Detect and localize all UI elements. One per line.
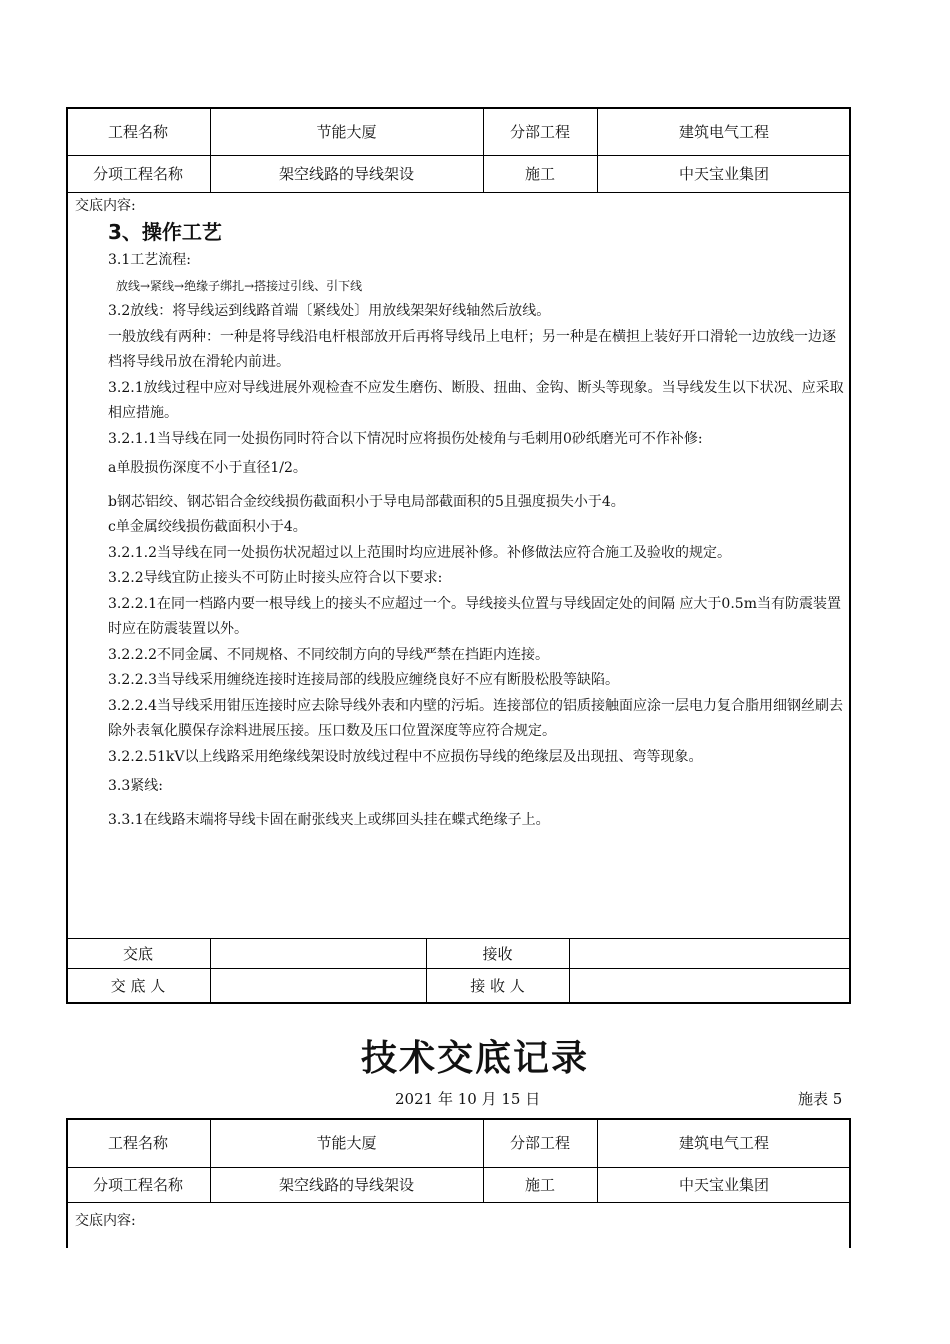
content-line: 3.2放线：将导线运到线路首端〔紧线处〕用放线架架好线轴然后放线。 bbox=[108, 303, 551, 319]
content-line: 3.2.2导线宜防止接头不可防止时接头应符合以下要求: bbox=[108, 570, 443, 586]
content-line: 3.2.1.2当导线在同一处损伤状况超过以上范围时均应进展补修。补修做法应符合施工及验收的规定。 bbox=[108, 544, 731, 561]
subitem-label: 分项工程名称 bbox=[92, 1176, 183, 1194]
project-name-label: 工程名称 bbox=[107, 1134, 168, 1152]
division-value: 建筑电气工程 bbox=[678, 1134, 769, 1152]
content-line: 3.2.2.4当导线采用钳压连接时应去除导线外表和内壁的污垢。连接部位的铝质接触面应涂一层电力复合脂用细钢丝刷去除外表氧化膜保存涂料进展压接。压口数及压口位置深度等应符合规定。 bbox=[108, 697, 843, 739]
content-line: 一般放线有两种：一种是将导线沿电杆根部放开后再将导线吊上电杆；另一种是在横担上装好开口滑轮一边放线一边逐档将导线吊放在滑轮内前进。 bbox=[108, 328, 836, 370]
project-name-value: 节能大厦 bbox=[316, 1134, 377, 1152]
content-line: 3.2.2.51kV以上线路采用绝缘线架设时放线过程中不应损伤导线的绝缘层及出现扭、弯等现象。 bbox=[108, 748, 703, 765]
content-line: 3.2.2.2不同金属、不同规格、不同绞制方向的导线严禁在挡距内连接。 bbox=[108, 646, 549, 663]
content-line: 3.2.1放线过程中应对导线进展外观检查不应发生磨伤、断股、扭曲、金钩、断头等现象。当导线发生以下状况、应采取相应措施。 bbox=[108, 379, 844, 421]
construction-label: 施工 bbox=[524, 1176, 555, 1194]
content-label: 交底内容: bbox=[75, 198, 136, 214]
receiver-value bbox=[569, 968, 851, 1002]
content-line: c单金属绞线损伤截面积小于4。 bbox=[108, 519, 307, 535]
content-line: a单股损伤深度不小于直径1/2。 bbox=[108, 460, 307, 476]
subitem-value: 架空线路的导线架设 bbox=[278, 1176, 414, 1194]
division-label: 分部工程 bbox=[509, 122, 570, 141]
content-line: b钢芯铝绞、钢芯铝合金绞线损伤截面积小于导电局部截面积的5且强度损失小于4。 bbox=[108, 493, 625, 510]
construction-label: 施工 bbox=[524, 165, 555, 183]
content-body bbox=[108, 248, 845, 833]
table1-row-divider bbox=[66, 192, 851, 193]
content-line: 3.2.2.1在同一档路内要一根导线上的接头不应超过一个。导线接头位置与导线固定处的间隔 应大于0.5m当有防震装置时应在防震装置以外。 bbox=[108, 595, 841, 637]
content-line: 3.2.2.3当导线采用缠绕连接时连接局部的线股应缠绕良好不应有断股松股等缺陷。 bbox=[108, 672, 619, 688]
record-date: 2021 年 10 月 15 日 bbox=[395, 1090, 541, 1108]
record-title: 技术交底记录 bbox=[360, 1038, 589, 1079]
content-line: 3.3紧线: bbox=[108, 778, 163, 794]
handover-person-label: 交 底 人 bbox=[110, 976, 166, 995]
handover-person-value bbox=[210, 968, 426, 1002]
subitem-value: 架空线路的导线架设 bbox=[278, 165, 414, 183]
receive-value bbox=[569, 938, 851, 968]
receive-label: 接收 bbox=[482, 944, 513, 963]
project-name-label: 工程名称 bbox=[107, 122, 168, 141]
handover-label: 交底 bbox=[122, 944, 153, 963]
content-label: 交底内容: bbox=[75, 1213, 136, 1229]
handover-value bbox=[210, 938, 426, 968]
content-line: 3.2.1.1当导线在同一处损伤同时符合以下情况时应将损伤处棱角与毛刺用0砂纸磨光可不作补修: bbox=[108, 430, 703, 447]
content-line: 3.1工艺流程: bbox=[108, 252, 191, 268]
table2-row-divider bbox=[66, 1202, 851, 1203]
subitem-label: 分项工程名称 bbox=[92, 165, 183, 183]
content-line: 3.3.1在线路末端将导线卡固在耐张线夹上或绑回头挂在蝶式绝缘子上。 bbox=[108, 811, 550, 828]
division-label: 分部工程 bbox=[509, 1134, 570, 1152]
content-line: 放线→紧线→绝缘子绑扎→搭接过引线、引下线 bbox=[116, 278, 363, 293]
form-number: 施表 5 bbox=[798, 1090, 843, 1108]
division-value: 建筑电气工程 bbox=[678, 122, 769, 141]
construction-value: 中天宝业集团 bbox=[678, 165, 769, 183]
construction-value: 中天宝业集团 bbox=[678, 1176, 769, 1194]
section-heading: 3、操作工艺 bbox=[108, 220, 222, 244]
project-name-value: 节能大厦 bbox=[316, 122, 377, 141]
receiver-label: 接 收 人 bbox=[470, 976, 525, 995]
